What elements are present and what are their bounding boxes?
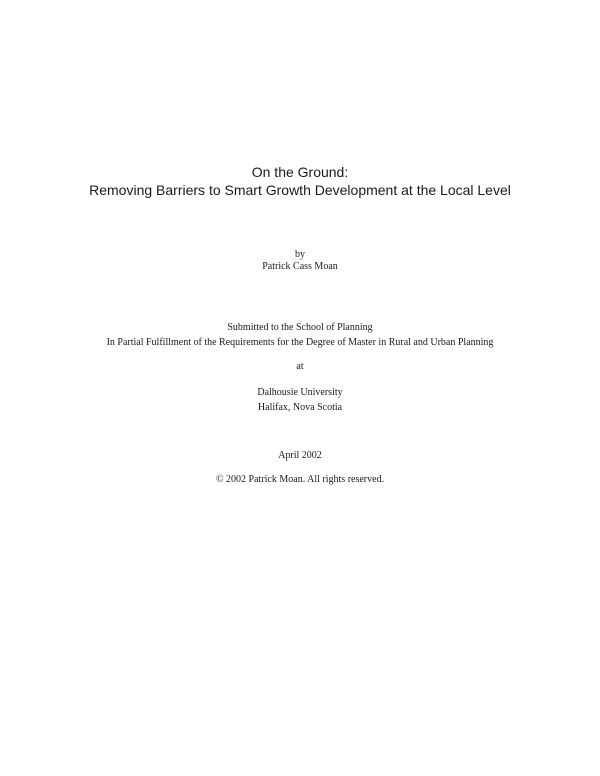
university-name: Dalhousie University xyxy=(257,387,343,398)
submission-line-1: Submitted to the School of Planning xyxy=(227,322,373,333)
thesis-title-line-1: On the Ground: xyxy=(251,164,349,180)
university-location: Halifax, Nova Scotia xyxy=(257,402,343,413)
by-label: by xyxy=(295,249,305,260)
copyright-notice: © 2002 Patrick Moan. All rights reserved. xyxy=(215,474,385,485)
at-label: at xyxy=(296,361,304,372)
author-name: Patrick Cass Moan xyxy=(262,261,338,272)
submission-date: April 2002 xyxy=(278,450,322,461)
submission-line-2: In Partial Fulfillment of the Requirements for the Degree of Master in Rural and Urban Planning xyxy=(106,337,494,348)
thesis-title-line-2: Removing Barriers to Smart Growth Development at the Local Level xyxy=(89,182,511,198)
